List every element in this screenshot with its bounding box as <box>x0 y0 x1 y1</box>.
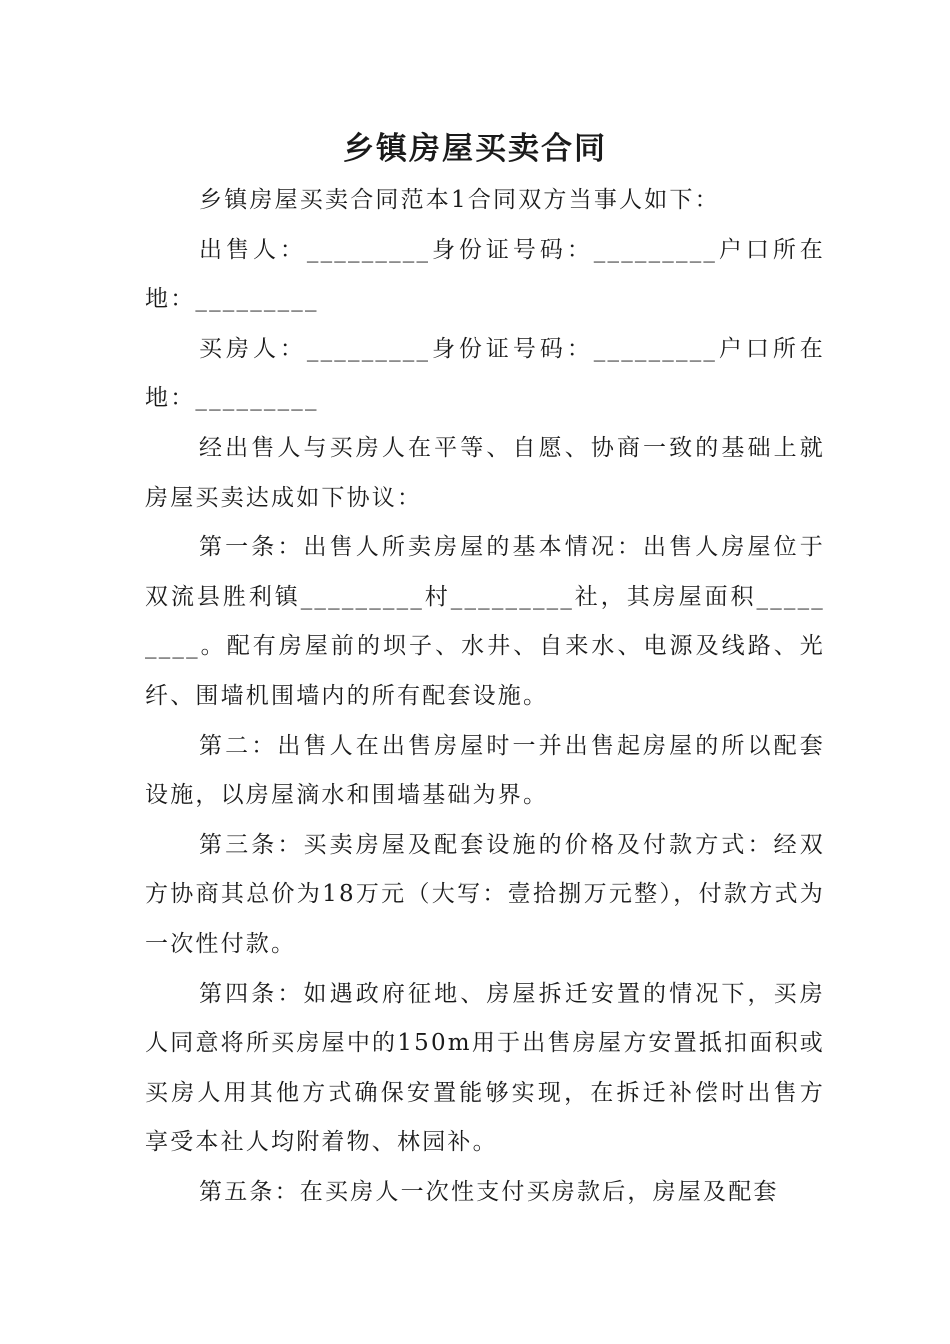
seller-info-paragraph: 出售人：_________身份证号码：_________户口所在地：_________ <box>145 236 825 313</box>
article-2-paragraph: 第二：出售人在出售房屋时一并出售起房屋的所以配套设施，以房屋滴水和围墙基础为界。 <box>145 732 825 809</box>
intro-paragraph: 乡镇房屋买卖合同范本1合同双方当事人如下： <box>199 187 720 213</box>
buyer-info-paragraph: 买房人：_________身份证号码：_________户口所在地：_________ <box>145 335 825 412</box>
article-3-paragraph: 第三条：买卖房屋及配套设施的价格及付款方式：经双方协商其总价为18万元（大写：壹拾捌万元整），付款方式为一次性付款。 <box>145 831 825 957</box>
document-title: 乡镇房屋买卖合同 <box>343 131 607 167</box>
article-4-paragraph: 第四条：如遇政府征地、房屋拆迁安置的情况下，买房人同意将所买房屋中的150m用于出售房屋方安置抵扣面积或买房人用其他方式确保安置能够实现，在拆迁补偿时出售方享受本社人均附着物、林园补。 <box>145 980 825 1156</box>
agreement-preamble-paragraph: 经出售人与买房人在平等、自愿、协商一致的基础上就房屋买卖达成如下协议： <box>145 434 825 511</box>
document-body <box>145 176 825 1217</box>
article-1-paragraph: 第一条：出售人所卖房屋的基本情况：出售人房屋位于双流县胜利镇_________村_________社，其房屋面积_________。配有房屋前的坝子、水井、自来水、电源及线路、光纤、围墙机围墙内的所有配套设施。 <box>145 534 825 709</box>
article-5-paragraph: 第五条：在买房人一次性支付买房款后，房屋及配套 <box>199 1178 779 1205</box>
